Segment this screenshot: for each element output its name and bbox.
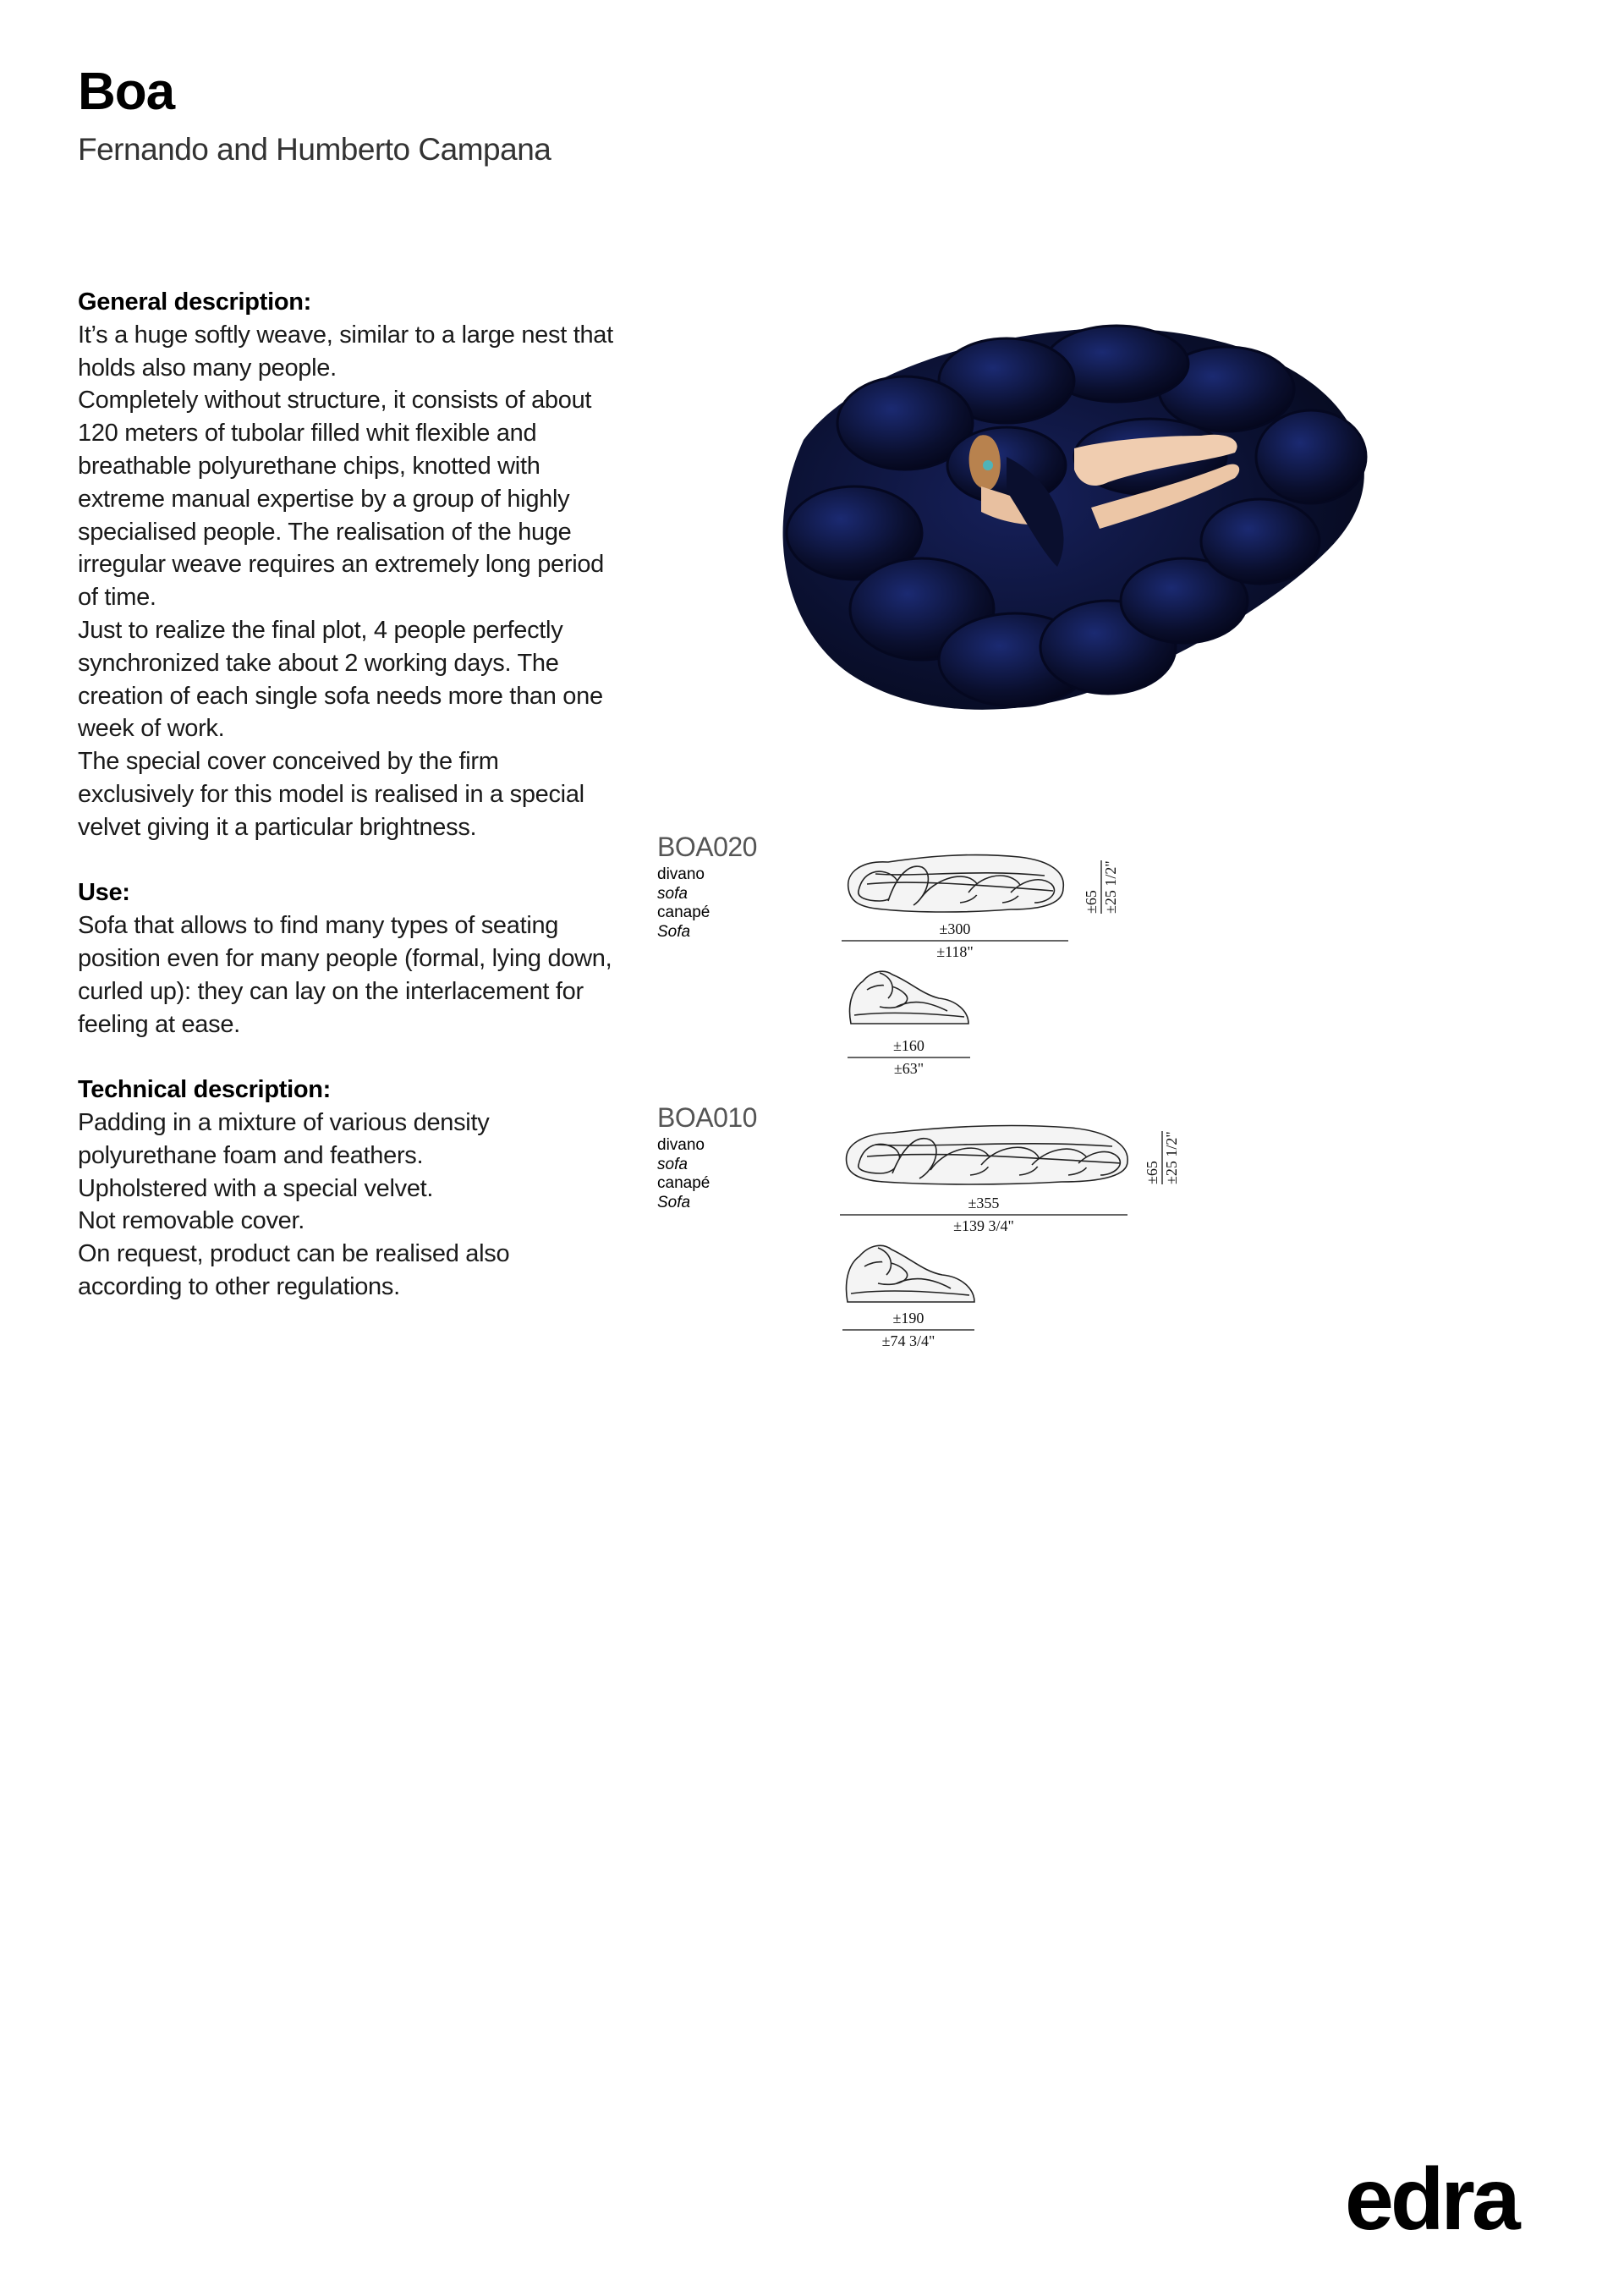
dimension-line [848, 1057, 970, 1058]
product-boa010 [657, 1104, 757, 1212]
depth-dimension-boa010 [842, 1310, 974, 1350]
width-in: ±118" [936, 943, 974, 960]
use-section [78, 876, 619, 1041]
name-it: divano [657, 865, 705, 883]
paragraph: Not removable cover. [78, 1207, 305, 1235]
paragraph: Completely without structure, it consists of about 120 meters of tubolar filled whit flexible and breathable polyurethane chips, knotted with extreme manual expertise by a group of highly specialised people. The realisation of the huge irregular weave requires an extremely long period of time. [78, 387, 605, 612]
name-fr: canapé [657, 904, 710, 921]
paragraph: Padding in a mixture of various density polyurethane foam and feathers. [78, 1108, 490, 1169]
depth-dimension-boa020 [848, 1037, 970, 1078]
front-view-drawing-boa010 [842, 1121, 1133, 1193]
depth-in: ±74 3/4" [881, 1332, 935, 1349]
technical-description-section [78, 1074, 619, 1304]
description-column [78, 286, 619, 1337]
section-heading: General description: [78, 288, 312, 316]
depth-in: ±63" [893, 1060, 924, 1077]
height-dimension-boa020 [1083, 860, 1120, 914]
section-heading: Technical description: [78, 1076, 332, 1104]
height-cm: ±65 [1144, 1161, 1160, 1184]
name-it: divano [657, 1136, 705, 1154]
paragraph: On request, product can be realised also according to other regulations. [78, 1240, 510, 1300]
width-cm: ±355 [968, 1195, 1000, 1211]
height-cm: ±65 [1083, 890, 1100, 914]
general-description-section [78, 286, 619, 844]
height-in: ±25 1/2" [1163, 1131, 1180, 1184]
name-de: Sofa [657, 922, 691, 941]
depth-cm: ±190 [892, 1310, 924, 1327]
side-view-drawing-boa010 [842, 1239, 978, 1311]
edra-logo: edra [1345, 2150, 1517, 2249]
section-heading: Use: [78, 879, 130, 907]
name-en: sofa [657, 1155, 688, 1173]
name-de: Sofa [657, 1193, 691, 1211]
product-photo [753, 313, 1396, 736]
paragraph: Upholstered with a special velvet. [78, 1174, 434, 1202]
designer-names: Fernando and Humberto Campana [78, 132, 551, 167]
paragraph: Sofa that allows to find many types of seating position even for many people (formal, lying down, curled up): they can lay on the interlacement for feeling at ease. [78, 912, 612, 1038]
product-names [657, 1136, 757, 1212]
dimension-line [840, 1214, 1127, 1216]
paragraph: It’s a huge softly weave, similar to a large nest that holds also many people. [78, 321, 613, 382]
product-code: BOA020 [657, 832, 757, 862]
product-title: Boa [78, 63, 175, 121]
width-dimension-boa010 [840, 1195, 1127, 1235]
product-code: BOA010 [657, 1102, 757, 1133]
dimension-line [842, 940, 1068, 942]
side-view-drawing-boa020 [846, 964, 973, 1032]
name-fr: canapé [657, 1174, 710, 1192]
depth-cm: ±160 [893, 1037, 924, 1054]
paragraph: The special cover conceived by the firm exclusively for this model is realised in a special velvet giving it a particular brightness. [78, 748, 584, 841]
name-en: sofa [657, 884, 688, 903]
height-in: ±25 1/2" [1102, 860, 1119, 914]
width-dimension-boa020 [842, 920, 1068, 961]
paragraph: Just to realize the final plot, 4 people perfectly synchronized take about 2 working days. The creation of each single sofa needs more than one week of work. [78, 616, 603, 743]
front-view-drawing-boa020 [842, 850, 1070, 922]
product-names [657, 865, 757, 942]
width-in: ±139 3/4" [953, 1217, 1014, 1234]
dimension-line [842, 1329, 974, 1331]
product-boa020 [657, 833, 757, 942]
height-dimension-boa010 [1144, 1131, 1181, 1184]
width-cm: ±300 [939, 920, 971, 937]
